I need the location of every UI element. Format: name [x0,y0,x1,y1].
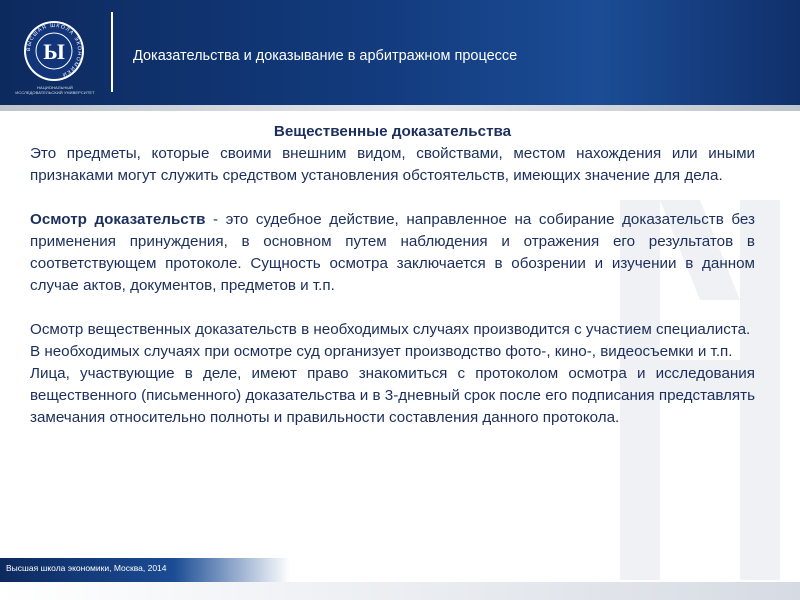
header-divider [111,12,113,92]
header-bar [0,0,800,105]
logo-caption: НАЦИОНАЛЬНЫЙ ИССЛЕДОВАТЕЛЬСКИЙ УНИВЕРСИТЕТ [15,85,95,95]
term-inspection: Осмотр доказательств [30,211,206,228]
paragraph-photo: В необходимых случаях при осмотре суд организует производство фото-, кино-, видеосъемки и т.п. [30,343,733,360]
footer-band [0,582,800,600]
paragraph-rights: Лица, участвующие в деле, имеют право знакомиться с протоколом осмотра и исследования вещественного (письменного) доказательства и в 3-дневный срок после его подписания представлять замечания относительно полноты и правильности составления данного протокола. [30,365,755,426]
logo-monogram: Ы [43,39,65,64]
logo-ring-text: ВЫСШАЯ ШКОЛА ЭКОНОМИКИ [25,22,83,78]
university-logo-icon [23,20,85,82]
paragraph-inspection [30,209,755,297]
footer-bar [0,558,290,582]
page-title: Доказательства и доказывание в арбитражном процессе [133,48,518,64]
slide-body [30,121,755,429]
header-strip [0,105,800,111]
paragraph-specialist: Осмотр вещественных доказательств в необходимых случаях производится с участием специалиста. [30,321,751,338]
footer-text: Высшая школа экономики, Москва, 2014 [6,563,167,573]
paragraph-definition: Это предметы, которые своими внешним видом, свойствами, местом нахождения или иными признаками могут служить средством установления обстоятельств, имеющих значение для дела. [30,145,755,184]
section-heading: Вещественные доказательства [273,123,512,140]
paragraph-inspection-text: - это судебное действие, направленное на собирание доказательств без применения принуждения, в основном путем наблюдения и отражения его результатов в соответствующем протоколе. Сущность осмотра заключается в обозрении и изучении в данном случае актов, документов, предметов и т.п. [30,211,755,294]
